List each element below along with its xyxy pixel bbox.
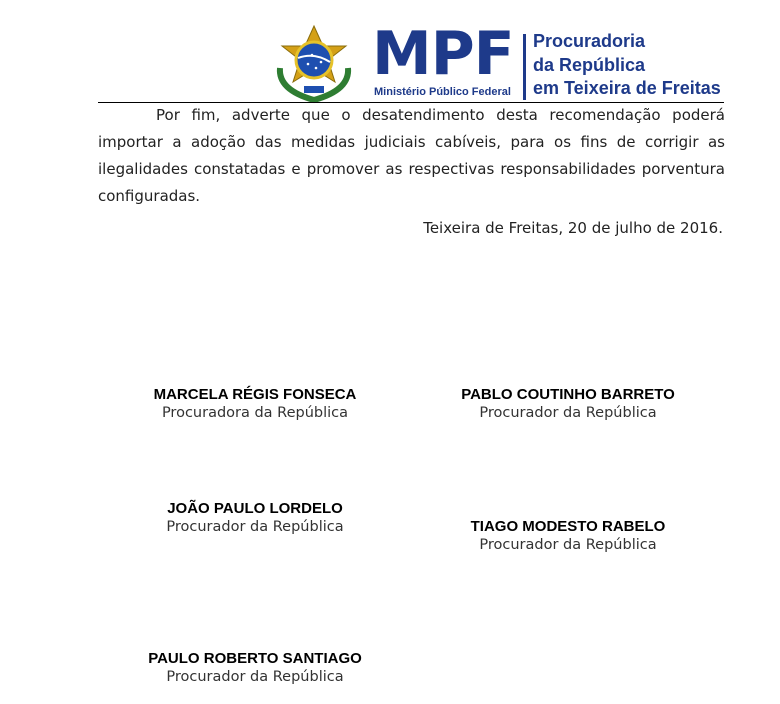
coat-of-arms-icon [274, 24, 354, 104]
closing-paragraph-block [98, 102, 725, 210]
mpf-logo-subtitle: Ministério Público Federal [374, 86, 511, 98]
office-name [533, 30, 721, 101]
signatory-role: Procurador da República [479, 405, 657, 421]
office-line: da República [533, 54, 646, 75]
logo-divider [523, 34, 526, 100]
signature-block [418, 518, 718, 554]
signature-block [105, 386, 405, 422]
signatory-name: JOÃO PAULO LORDELO [167, 500, 343, 517]
document-header [0, 0, 780, 104]
office-line: Procuradoria [533, 31, 646, 51]
signatory-name: PAULO ROBERTO SANTIAGO [148, 650, 362, 667]
signatory-role: Procurador da República [166, 669, 344, 685]
signature-block [105, 500, 405, 536]
mpf-logo [372, 19, 532, 102]
signatory-role: Procurador da República [166, 519, 344, 535]
signatory-name: TIAGO MODESTO RABELO [470, 518, 666, 535]
date-line: Teixeira de Freitas, 20 de julho de 2016. [423, 219, 723, 237]
signatory-role: Procurador da República [479, 537, 657, 553]
signatory-name: MARCELA RÉGIS FONSECA [153, 386, 357, 403]
signature-block [105, 650, 405, 686]
mpf-logo-letters: MPF [372, 19, 514, 89]
signature-block [418, 386, 718, 422]
office-line: em Teixeira de Freitas [533, 78, 721, 98]
signatory-name: PABLO COUTINHO BARRETO [461, 386, 675, 403]
closing-paragraph: Por fim, adverte que o desatendimento desta recomendação poderá importar a adoção das medidas judiciais cabíveis, para os fins de corrigir as ilegalidades constatadas e promover as respectivas responsabilidades porventura configuradas. [98, 106, 725, 205]
signatory-role: Procuradora da República [161, 405, 349, 421]
